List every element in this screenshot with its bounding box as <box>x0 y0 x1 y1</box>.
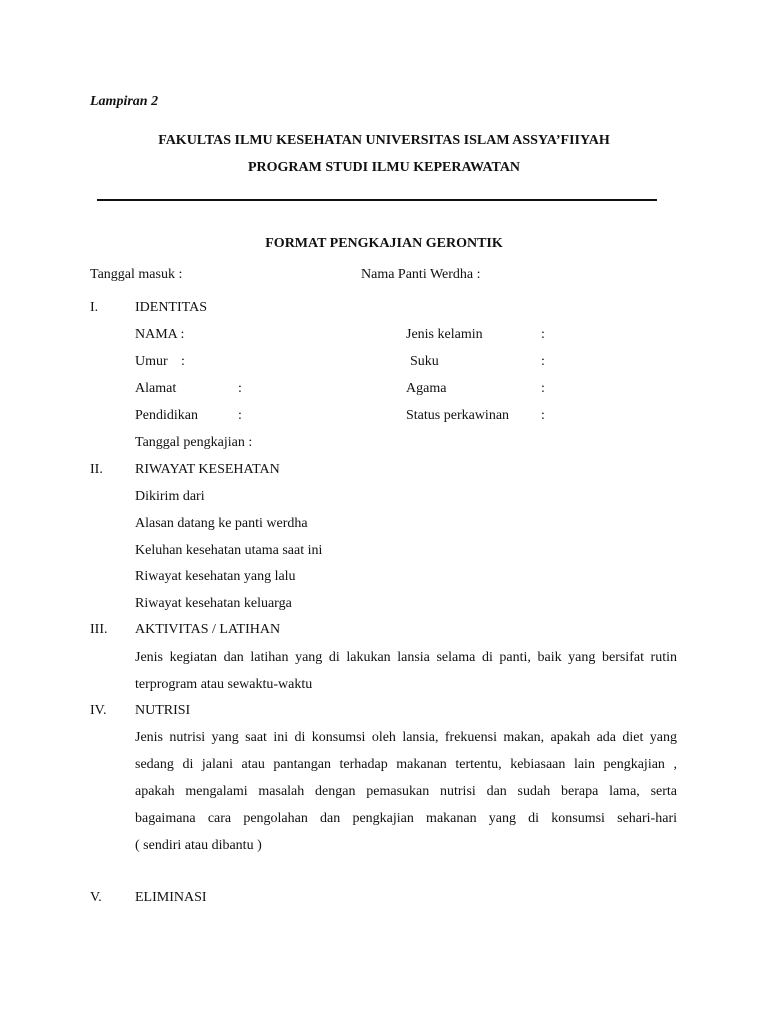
section-title-riwayat: RIWAYAT KESEHATAN <box>135 462 280 477</box>
section-title-eliminasi: ELIMINASI <box>135 890 207 905</box>
paragraph-line: bagaimana cara pengolahan dan pengkajian makanan yang di konsumsi sehari-hari <box>135 811 677 826</box>
list-item: Dikirim dari <box>135 489 205 504</box>
lampiran-label: Lampiran 2 <box>90 94 159 109</box>
field-colon: : <box>541 381 545 396</box>
section-title-nutrisi: NUTRISI <box>135 703 191 718</box>
field-colon: : <box>238 408 242 423</box>
section-title-identitas: IDENTITAS <box>135 300 207 315</box>
section-title-aktivitas: AKTIVITAS / LATIHAN <box>135 622 281 637</box>
header-divider <box>97 199 657 201</box>
list-item: Alasan datang ke panti werdha <box>135 516 308 531</box>
field-status-perkawinan: Status perkawinan <box>406 408 510 423</box>
field-umur: Umur <box>135 354 168 369</box>
paragraph-line: apakah mengalami masalah dengan pemasukan nutrisi dan sudah berapa lama, serta <box>135 784 677 799</box>
section-number: IV. <box>90 703 107 718</box>
field-colon: : <box>181 354 185 369</box>
section-number: II. <box>90 462 103 477</box>
field-colon: : <box>238 381 242 396</box>
list-item: Keluhan kesehatan utama saat ini <box>135 543 323 558</box>
field-pendidikan: Pendidikan <box>135 408 198 423</box>
nutrisi-paragraph <box>135 724 677 859</box>
field-nama: NAMA : <box>135 327 185 342</box>
field-agama: Agama <box>406 381 447 396</box>
paragraph-line: sedang di jalani atau pantangan terhadap makanan tertentu, kebiasaan lain pengkajian , <box>135 757 677 772</box>
field-suku: Suku <box>410 354 439 369</box>
field-jenis-kelamin: Jenis kelamin <box>406 327 483 342</box>
paragraph-line: terprogram atau sewaktu-waktu <box>135 677 313 692</box>
nama-panti-field: Nama Panti Werdha : <box>361 267 481 282</box>
field-colon: : <box>541 354 545 369</box>
section-number: V. <box>90 890 102 905</box>
paragraph-line: Jenis nutrisi yang saat ini di konsumsi oleh lansia, frekuensi makan, apakah ada diet yang <box>135 730 677 745</box>
field-colon: : <box>541 408 545 423</box>
section-number: I. <box>90 300 99 315</box>
program-heading: PROGRAM STUDI ILMU KEPERAWATAN <box>247 160 521 175</box>
form-title: FORMAT PENGKAJIAN GERONTIK <box>265 236 503 251</box>
aktivitas-paragraph <box>135 644 677 698</box>
paragraph-line: ( sendiri atau dibantu ) <box>135 838 262 853</box>
field-alamat: Alamat <box>135 381 177 396</box>
field-colon: : <box>541 327 545 342</box>
list-item: Riwayat kesehatan keluarga <box>135 596 292 611</box>
field-tanggal-pengkajian: Tanggal pengkajian : <box>135 435 253 450</box>
institution-heading: FAKULTAS ILMU KESEHATAN UNIVERSITAS ISLAM ASSYA’FIIYAH <box>158 133 610 148</box>
paragraph-line: Jenis kegiatan dan latihan yang di lakukan lansia selama di panti, baik yang bersifat rutin <box>135 650 677 665</box>
section-number: III. <box>90 622 108 637</box>
tanggal-masuk-field: Tanggal masuk : <box>90 267 183 282</box>
list-item: Riwayat kesehatan yang lalu <box>135 569 296 584</box>
